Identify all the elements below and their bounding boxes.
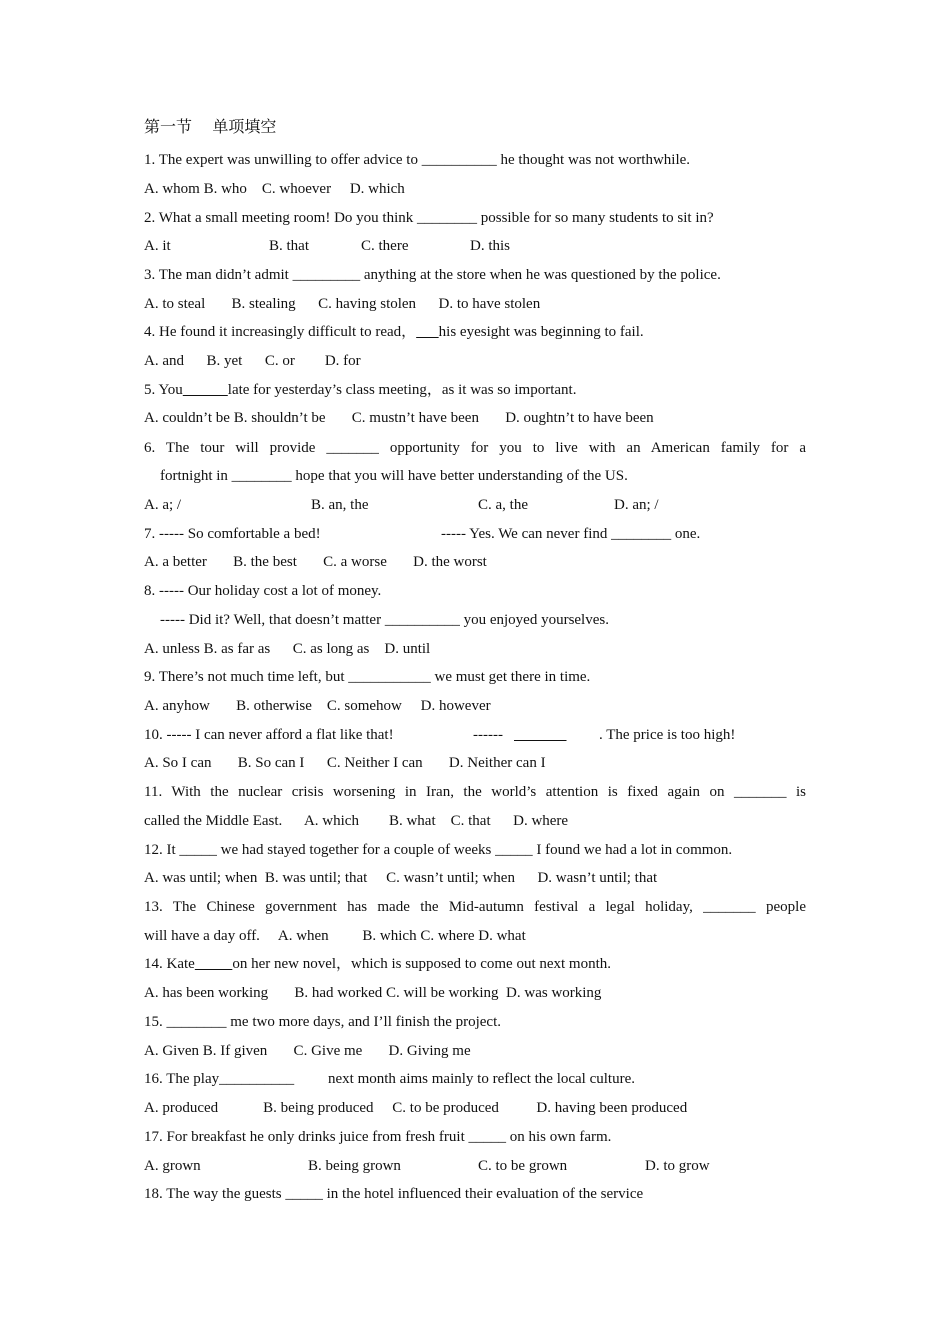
- question-7-options: A. a better B. the best C. a worse D. the worst: [144, 554, 487, 570]
- question-10-options: A. So I can B. So can I C. Neither I can D. Neither can I: [144, 755, 546, 771]
- option-b: B. that: [269, 238, 309, 254]
- option-b: B. an, the: [311, 497, 369, 513]
- question-5-options: A. couldn’t be B. shouldn’t be C. mustn’t have been D. oughtn’t to have been: [144, 410, 654, 426]
- question-4: [144, 322, 644, 342]
- question-5: [144, 380, 576, 400]
- question-13: 13. The Chinese government has made the Mid-autumn festival a legal holiday, _______ people: [144, 899, 806, 915]
- option-a: A. a; /: [144, 497, 182, 513]
- question-16-options: A. produced B. being produced C. to be produced D. having been produced: [144, 1100, 688, 1116]
- section-title: 第一节 单项填空: [144, 117, 277, 136]
- question-9: 9. There’s not much time left, but ___________ we must get there in time.: [144, 669, 591, 685]
- option-d: D. to grow: [645, 1158, 710, 1174]
- answer-blank: [183, 382, 228, 398]
- option-b: B. being grown: [308, 1158, 401, 1174]
- question-10-dash: ------: [473, 727, 503, 743]
- question-1: 1. The expert was unwilling to offer advice to __________ he thought was not worthwhile.: [144, 152, 691, 168]
- question-10-speaker-1: 10. ----- I can never afford a flat like that!: [144, 727, 394, 743]
- answer-blank: [416, 324, 439, 340]
- question-7-speaker-1: 7. ----- So comfortable a bed!: [144, 526, 321, 542]
- question-4-options: A. and B. yet C. or D. for: [144, 353, 361, 369]
- question-11: 11. With the nuclear crisis worsening in Iran, the world’s attention is fixed again on _______ is: [144, 784, 806, 800]
- question-16-start: 16. The play__________: [144, 1071, 295, 1087]
- question-2: 2. What a small meeting room! Do you think ________ possible for so many students to sit in?: [144, 210, 714, 226]
- question-14-start: 14. Kate: [144, 956, 195, 972]
- answer-blank: [514, 725, 567, 745]
- question-3-options: A. to steal B. stealing C. having stolen D. to have stolen: [144, 296, 541, 312]
- question-8: 8. ----- Our holiday cost a lot of money.: [144, 583, 382, 599]
- question-5-end: late for yesterday’s class meeting，as it was so important.: [227, 382, 577, 398]
- question-7-speaker-2: ----- Yes. We can never find ________ one.: [441, 526, 701, 542]
- question-12: 12. It _____ we had stayed together for a couple of weeks _____ I found we had a lot in common.: [144, 842, 733, 858]
- question-11-continued: called the Middle East. A. which B. what C. that D. where: [144, 813, 569, 829]
- question-1-options: A. whom B. who C. whoever D. which: [144, 181, 405, 197]
- question-14: [144, 954, 611, 974]
- question-15-options: A. Given B. If given C. Give me D. Giving me: [144, 1043, 471, 1059]
- question-5-start: 5. You: [144, 382, 183, 398]
- question-13-continued: will have a day off. A. when B. which C. where D. what: [144, 928, 526, 944]
- question-18: 18. The way the guests _____ in the hotel influenced their evaluation of the service: [144, 1186, 644, 1202]
- option-a: A. grown: [144, 1158, 201, 1174]
- question-3: 3. The man didn’t admit _________ anything at the store when he was questioned by the police.: [144, 267, 721, 283]
- question-14-options: A. has been working B. had worked C. will be working D. was working: [144, 985, 602, 1001]
- question-4-start: 4. He found it increasingly difficult to read，: [144, 324, 417, 340]
- question-15: 15. ________ me two more days, and I’ll finish the project.: [144, 1014, 502, 1030]
- option-c: C. to be grown: [478, 1158, 568, 1174]
- option-c: C. there: [361, 238, 409, 254]
- question-16-end: next month aims mainly to reflect the local culture.: [328, 1071, 635, 1087]
- question-12-options: A. was until; when B. was until; that C. wasn’t until; when D. wasn’t until; that: [144, 870, 658, 886]
- question-4-end: his eyesight was beginning to fail.: [438, 324, 644, 340]
- question-8-options: A. unless B. as far as C. as long as D. until: [144, 641, 431, 657]
- question-17: 17. For breakfast he only drinks juice from fresh fruit _____ on his own farm.: [144, 1129, 612, 1145]
- question-14-end: on her new novel，which is supposed to come out next month.: [232, 956, 612, 972]
- option-c: C. a, the: [478, 497, 528, 513]
- question-8-continued: ----- Did it? Well, that doesn’t matter __________ you enjoyed yourselves.: [160, 612, 609, 628]
- question-6: 6. The tour will provide _______ opportunity for you to live with an American family for a: [144, 440, 806, 456]
- option-d: D. this: [470, 238, 511, 254]
- question-9-options: A. anyhow B. otherwise C. somehow D. however: [144, 698, 491, 714]
- question-10-end: . The price is too high!: [599, 727, 736, 743]
- option-d: D. an; /: [614, 497, 659, 513]
- question-6-continued: fortnight in ________ hope that you will have better understanding of the US.: [160, 468, 628, 484]
- option-a: A. it: [144, 238, 171, 254]
- answer-blank: [195, 956, 233, 972]
